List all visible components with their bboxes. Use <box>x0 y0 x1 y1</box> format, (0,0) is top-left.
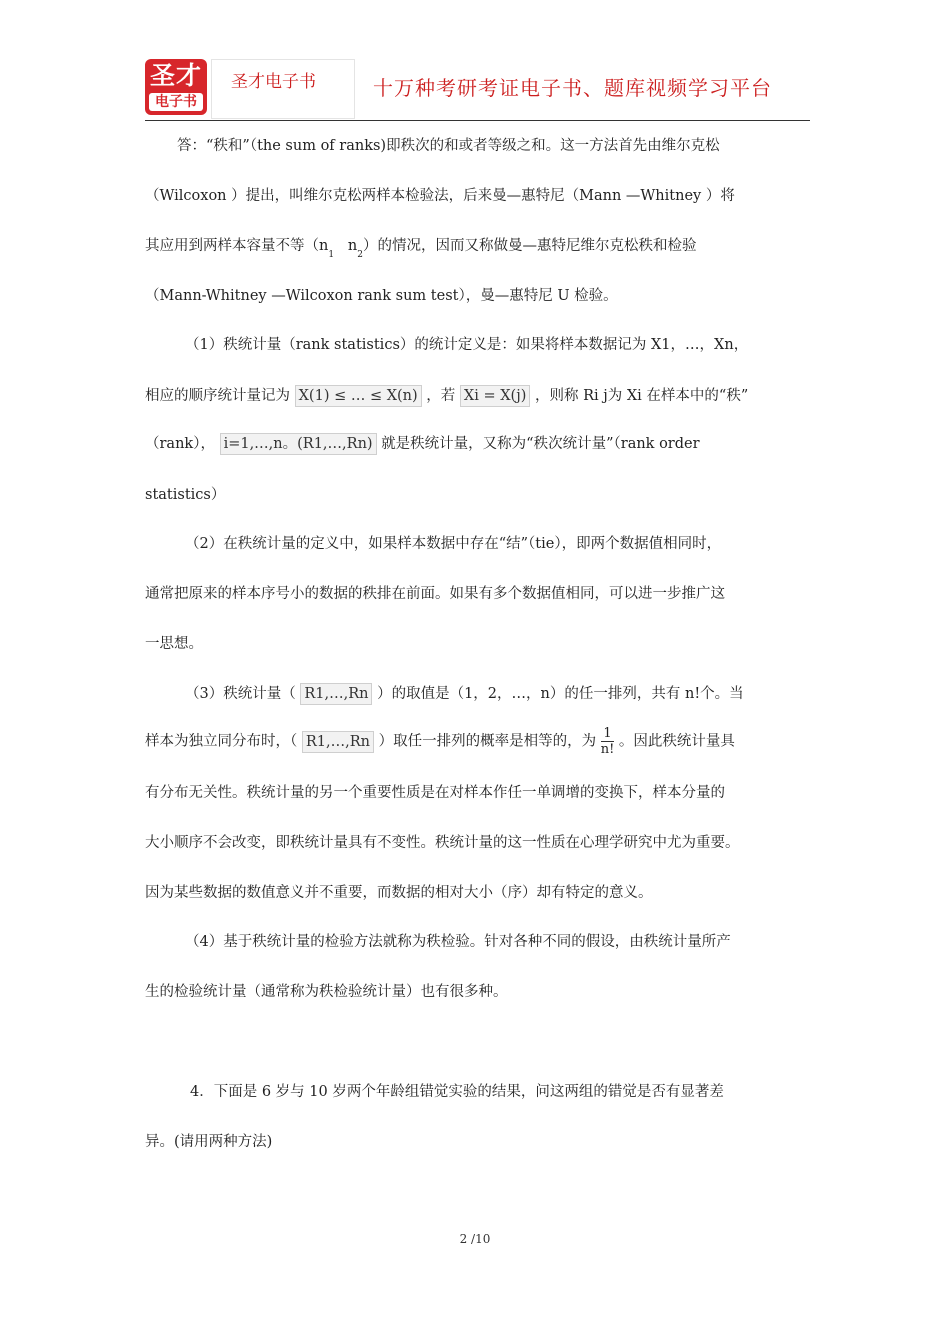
answer-line: 其应用到两样本容量不等（$n_1$ $n_2$）的情况，因而又称做曼—惠特尼维尔克松秩和检验 <box>145 238 697 260</box>
answer-line: （1）秩统计量（rank statistics）的统计定义是：如果将样本数据记为 X1，…，Xn， <box>185 337 749 353</box>
answer-line: 有分布无关性。秩统计量的另一个重要性质是在对样本作任一单调增的变换下，样本分量的 <box>145 785 725 801</box>
header-divider <box>145 120 810 121</box>
answer-line: （4）基于秩统计量的检验方法就称为秩检验。针对各种不同的假设，由秩统计量所产 <box>185 934 731 950</box>
formula-image: R1,…,Rn <box>302 731 374 753</box>
question-line: 4．下面是 6 岁与 10 岁两个年龄组错觉实验的结果，问这两组的错觉是否有显著差 <box>190 1084 724 1100</box>
brand-name: 圣才电子书 <box>231 72 316 92</box>
subscript: 2 <box>357 250 363 260</box>
answer-line: 生的检验统计量（通常称为秩检验统计量）也有很多种。 <box>145 984 508 1000</box>
brand-logo: 圣才 电子书 <box>145 59 207 115</box>
answer-line: 一思想。 <box>145 636 203 652</box>
answer-line: （3）秩统计量（ R1,…,Rn ）的取值是（1，2，…，n）的任一排列，共有 n!个。当 <box>185 682 744 705</box>
formula-image: i=1,…,n。(R1,…,Rn) <box>220 433 377 455</box>
answer-line: （Wilcoxon ）提出，叫维尔克松两样本检验法，后来曼—惠特尼（Mann —Whitney ）将 <box>145 188 735 204</box>
formula-image: R1,…,Rn <box>300 683 372 705</box>
page-number: 2 /10 <box>459 1232 491 1246</box>
answer-line: 通常把原来的样本序号小的数据的秩排在前面。如果有多个数据值相同，可以进一步推广这 <box>145 586 725 602</box>
fraction-1-over-n-factorial: $\frac{1}{n!}$ <box>600 726 615 757</box>
formula-image: X(1) ≤ … ≤ X(n) <box>295 385 422 407</box>
answer-line: 因为某些数据的数值意义并不重要，而数据的相对大小（序）却有特定的意义。 <box>145 885 653 901</box>
page-header <box>145 55 810 121</box>
formula-image: Xi = X(j) <box>460 385 530 407</box>
answer-line: 样本为独立同分布时，（ R1,…,Rn ）取任一排列的概率是相等的，为 $\frac{1}{n!}$ 。因此秩统计量具 <box>145 726 735 757</box>
answer-line: 答：“秩和”（the sum of ranks)即秩次的和或者等级之和。这一方法首先由维尔克松 <box>177 138 720 154</box>
answer-line: （2）在秩统计量的定义中，如果样本数据中存在“结”（tie），即两个数据值相同时， <box>185 536 722 552</box>
answer-line: （Mann-Whitney —Wilcoxon rank sum test），曼—惠特尼 U 检验。 <box>145 288 618 304</box>
answer-line: 大小顺序不会改变，即秩统计量具有不变性。秩统计量的这一性质在心理学研究中尤为重要。 <box>145 835 740 851</box>
question-line: 异。(请用两种方法) <box>145 1134 273 1150</box>
answer-line: （rank）， i=1,…,n。(R1,…,Rn) 就是秩统计量，又称为“秩次统计量”（rank order <box>145 432 700 455</box>
header-slogan: 十万种考研考证电子书、题库视频学习平台 <box>373 76 772 100</box>
subscript: 1 <box>328 250 335 260</box>
answer-line: 相应的顺序统计量记为 X(1) ≤ … ≤ X(n) ，若 Xi = X(j) ，则称 Ri j为 Xi 在样本中的“秩” <box>145 384 748 407</box>
answer-line: statistics） <box>145 487 226 503</box>
